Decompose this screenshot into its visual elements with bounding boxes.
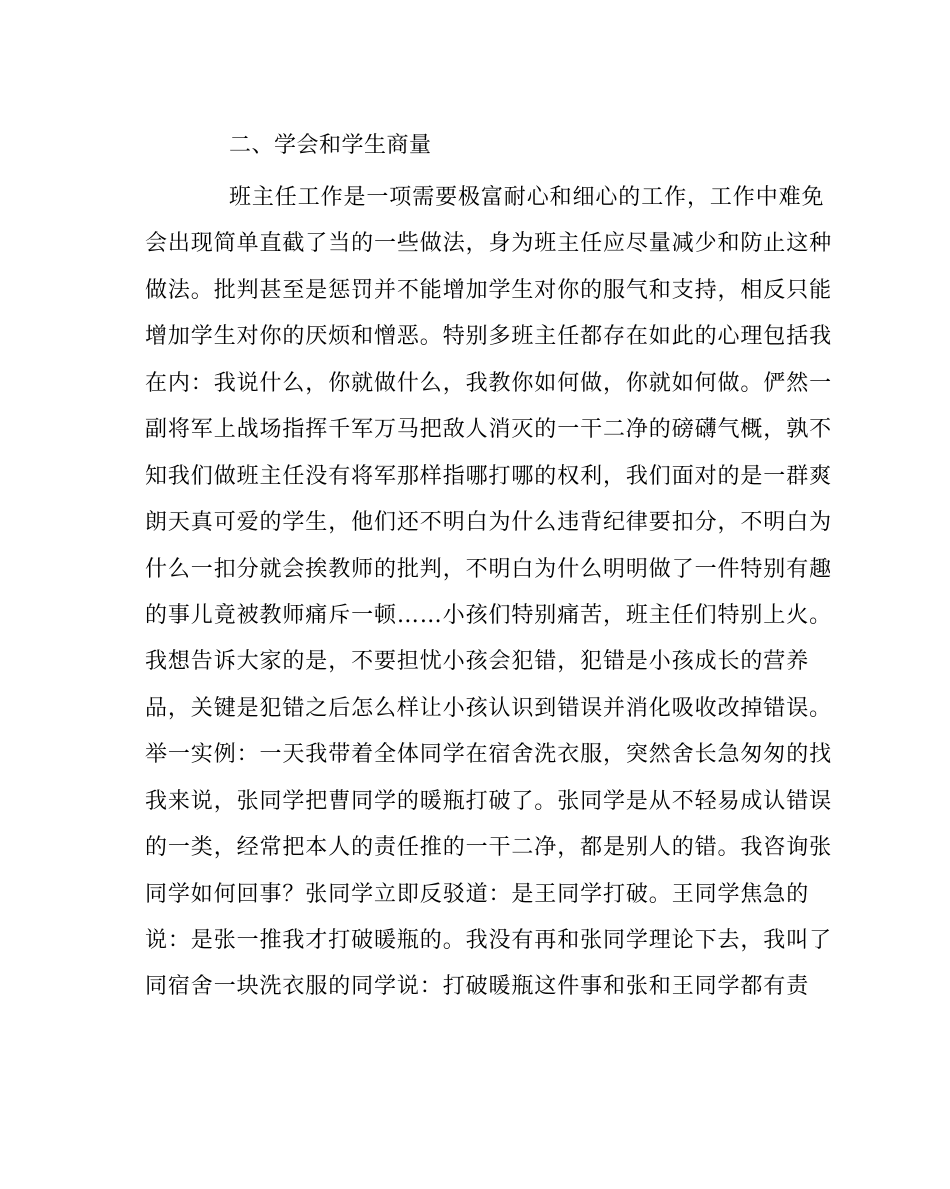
section-heading: 二、学会和学生商量: [229, 133, 432, 158]
text-line: 我想告诉大家的是，不要担忧小孩会犯错，犯错是小孩成长的营养: [145, 649, 810, 675]
text-line: 副将军上战场指挥千军万马把敌人消灭的一干二净的磅礴气概，孰不: [145, 417, 833, 443]
text-line: 朗天真可爱的学生，他们还不明白为什么违背纪律要扣分，不明白为: [145, 510, 833, 536]
text-line: 举一实例：一天我带着全体同学在宿舍洗衣服，突然舍长急匆匆的找: [145, 742, 833, 768]
text-line: 增加学生对你的厌烦和憎恶。特别多班主任都存在如此的心理包括我: [145, 324, 833, 350]
text-line: 班主任工作是一项需要极富耐心和细心的工作，工作中难免: [229, 185, 825, 210]
text-line: 说：是张一推我才打破暖瓶的。我没有再和张同学理论下去，我叫了: [145, 928, 833, 953]
text-line: 会出现简单直截了当的一些做法，身为班主任应尽量减少和防止这种: [145, 231, 833, 257]
text-line: 品，关键是犯错之后怎么样让小孩认识到错误并消化吸收改掉错误。: [145, 695, 833, 721]
text-line: 我来说，张同学把曹同学的暖瓶打破了。张同学是从不轻易成认错误: [145, 788, 833, 814]
text-line: 知我们做班主任没有将军那样指哪打哪的权利，我们面对的是一群爽: [145, 463, 833, 489]
text-line: 做法。批判甚至是惩罚并不能增加学生对你的服气和支持，相反只能: [145, 277, 833, 303]
body-paragraph: [145, 175, 833, 1011]
text-line: 什么一扣分就会挨教师的批判，不明白为什么明明做了一件特别有趣: [145, 556, 833, 582]
text-line: 的一类，经常把本人的责任推的一干二净，都是别人的错。我咨询张: [145, 835, 833, 861]
text-line: 同宿舍一块洗衣服的同学说：打破暖瓶这件事和张和王同学都有责: [145, 974, 810, 1000]
text-line: 的事儿竟被教师痛斥一顿……小孩们特别痛苦，班主任们特别上火。: [145, 602, 833, 628]
text-line: 在内：我说什么，你就做什么，我教你如何做，你就如何做。俨然一: [145, 370, 833, 396]
text-line: 同学如何回事？张同学立即反驳道：是王同学打破。王同学焦急的: [145, 881, 810, 907]
